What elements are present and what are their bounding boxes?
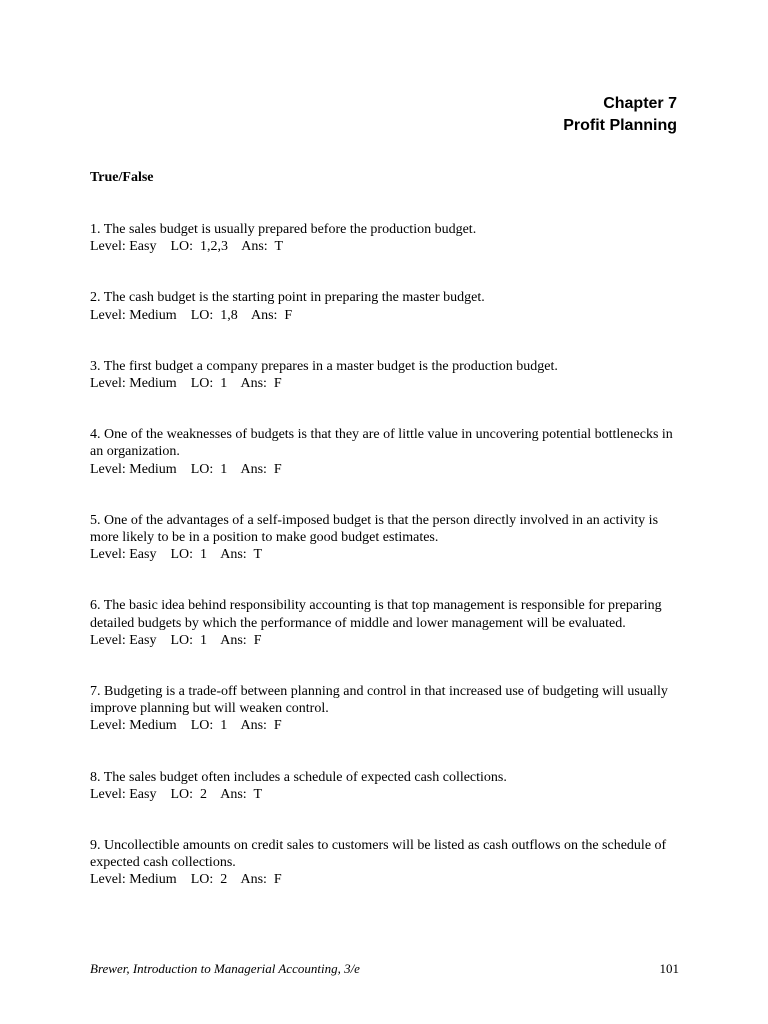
question-text: 3. The first budget a company prepares in a master budget is the production budget. (90, 358, 558, 374)
question-meta: Level: Easy LO: 1 Ans: F (90, 632, 262, 648)
question-item (90, 683, 680, 735)
question-meta: Level: Easy LO: 1 Ans: T (90, 547, 262, 563)
question-item (90, 289, 680, 323)
question-meta: Level: Easy LO: 1,2,3 Ans: T (90, 239, 283, 255)
question-text: 6. The basic idea behind responsibility accounting is that top management is responsible for preparing detailed budgets by which the performance of middle and lower management will be evaluated. (90, 598, 662, 631)
question-meta: Level: Medium LO: 1 Ans: F (90, 718, 282, 734)
chapter-number: Chapter 7 (603, 95, 677, 112)
question-text: 1. The sales budget is usually prepared before the production budget. (90, 222, 477, 237)
footer-book-title: Brewer, Introduction to Managerial Accounting, 3/e (90, 961, 360, 976)
question-item (90, 221, 680, 255)
question-text: 9. Uncollectible amounts on credit sales to customers will be listed as cash outflows on the schedule of expected cash collections. (90, 838, 667, 871)
question-item (90, 597, 680, 649)
question-text: 2. The cash budget is the starting point in preparing the master budget. (90, 290, 485, 306)
question-meta: Level: Medium LO: 1,8 Ans: F (90, 307, 293, 323)
chapter-heading (563, 93, 677, 137)
question-text: 5. One of the advantages of a self-imposed budget is that the person directly involved in an activity is more likely to be in a position to make good budget estimates. (90, 512, 659, 546)
question-item (90, 512, 680, 564)
question-list (90, 221, 680, 923)
question-meta: Level: Medium LO: 2 Ans: F (90, 872, 282, 888)
question-item (90, 358, 680, 392)
question-text: 8. The sales budget often includes a schedule of expected cash collections. (90, 769, 507, 785)
question-text: 4. One of the weaknesses of budgets is that they are of little value in uncovering potential bottlenecks in an organization. (90, 427, 673, 460)
question-meta: Level: Medium LO: 1 Ans: F (90, 461, 282, 477)
question-meta: Level: Medium LO: 1 Ans: F (90, 376, 282, 392)
question-item (90, 426, 680, 478)
question-item (90, 769, 680, 803)
question-text: 7. Budgeting is a trade-off between planning and control in that increased use of budgeting will usually improve planning but will weaken control. (90, 684, 668, 717)
chapter-title: Profit Planning (563, 117, 677, 134)
page-number: 101 (659, 961, 679, 976)
question-meta: Level: Easy LO: 2 Ans: T (90, 786, 262, 802)
question-item (90, 837, 680, 889)
section-title: True/False (90, 170, 154, 185)
